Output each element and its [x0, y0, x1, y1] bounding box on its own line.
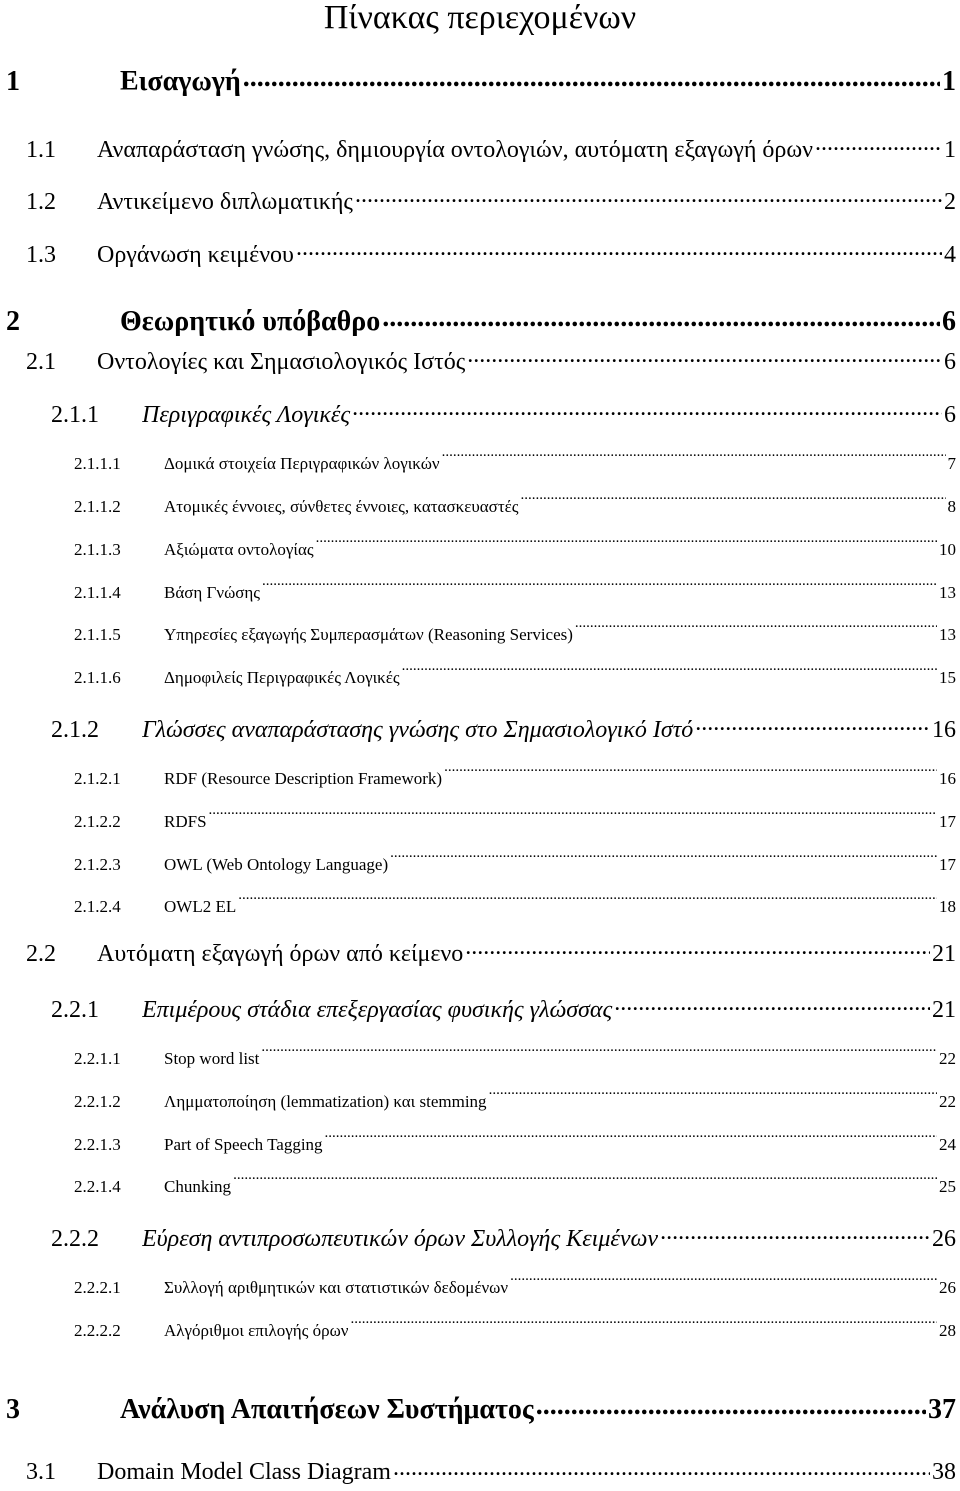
toc-entry-page: 6 [944, 401, 956, 428]
dot-leader [521, 487, 946, 504]
toc-entry-number: 2.2.1.3 [74, 1135, 121, 1154]
toc-entry-number: 2.2.2.1 [74, 1278, 121, 1297]
dot-leader [325, 1125, 937, 1142]
toc-entry-title: Βάση Γνώσης [164, 583, 261, 602]
toc-entry[interactable] [0, 845, 960, 885]
toc-entry-title: Αντικείμενο διπλωματικής [97, 188, 353, 215]
dot-leader [233, 1167, 937, 1184]
toc-entry-number: 1.3 [26, 241, 56, 268]
toc-entry-title: Domain Model Class Diagram [97, 1458, 391, 1485]
toc-entry-number: 2.2 [26, 940, 56, 967]
toc-entry-number: 2.1.2.2 [74, 812, 121, 831]
toc-entry-page: 17 [939, 855, 956, 874]
toc-entry-number: 1.1 [26, 136, 56, 163]
toc-entry-number: 2.1.2 [51, 716, 99, 743]
dot-leader [510, 1268, 937, 1285]
toc-entry-number: 2 [6, 306, 20, 337]
toc-entry-title: Οντολογίες και Σημασιολογικός Ιστός [97, 348, 466, 375]
dot-leader [316, 530, 937, 547]
toc-entry-number: 1 [6, 66, 20, 97]
toc-entry-page: 21 [932, 940, 956, 967]
toc-entry[interactable] [0, 1455, 960, 1489]
dot-leader [238, 887, 937, 904]
toc-entry-title: Συλλογή αριθμητικών και στατιστικών δεδομένων [164, 1278, 509, 1297]
toc-entry-number: 2.1 [26, 348, 56, 375]
toc-entry-page: 26 [939, 1278, 956, 1297]
toc-entry-page: 1 [944, 136, 956, 163]
dot-leader [296, 235, 942, 262]
toc-entry-page: 6 [942, 306, 956, 337]
toc-entry-page: 7 [947, 454, 956, 473]
toc-entry-number: 2.1.2.1 [74, 769, 121, 788]
toc-entry[interactable] [0, 1039, 960, 1079]
dot-leader [261, 1039, 937, 1056]
toc-entry[interactable] [0, 395, 960, 435]
toc-entry-page: 18 [939, 897, 956, 916]
toc-entry-number: 2.1.1 [51, 401, 99, 428]
toc-entry-title: Αξιώματα οντολογίας [164, 540, 314, 559]
toc-entry-page: 37 [928, 1394, 956, 1425]
toc-entry-page: 22 [939, 1092, 956, 1111]
toc-entry[interactable] [0, 302, 960, 342]
toc-entry-title: Ανάλυση Απαιτήσεων Συστήματος [120, 1394, 534, 1425]
toc-title: Πίνακας περιεχομένων [323, 0, 637, 36]
toc-entry[interactable] [0, 235, 960, 275]
toc-entry-title: Ατομικές έννοιες, σύνθετες έννοιες, κατασκευαστές [164, 497, 519, 516]
toc-entry-number: 3.1 [26, 1458, 56, 1485]
toc-entry-number: 2.1.1.2 [74, 497, 121, 516]
toc-entry[interactable] [0, 1311, 960, 1351]
toc-entry-page: 1 [942, 66, 956, 97]
toc-entry[interactable] [0, 530, 960, 570]
toc-entry-title: Part of Speech Tagging [164, 1135, 323, 1154]
dot-leader [355, 182, 942, 209]
toc-entry-title: Chunking [164, 1177, 232, 1196]
toc-entry-title: Επιμέρους στάδια επεξεργασίας φυσικής γλώσσας [142, 996, 613, 1023]
dot-leader [660, 1219, 930, 1246]
toc-entry-number: 2.1.2.3 [74, 855, 121, 874]
toc-entry-number: 2.2.1 [51, 996, 99, 1023]
dot-leader [243, 62, 940, 94]
toc-entry[interactable] [0, 1082, 960, 1122]
toc-entry-number: 2.1.1.5 [74, 625, 121, 644]
toc-entry[interactable] [0, 710, 960, 750]
toc-entry[interactable] [0, 1268, 960, 1308]
toc-entry-number: 2.1.2.4 [74, 897, 121, 916]
toc-entry[interactable] [0, 802, 960, 842]
toc-entry[interactable] [0, 1125, 960, 1165]
dot-leader [614, 990, 930, 1017]
toc-entry-title: Εισαγωγή [120, 66, 241, 97]
toc-entry-page: 16 [939, 769, 956, 788]
toc-entry[interactable] [0, 573, 960, 613]
toc-entry-page: 26 [932, 1225, 956, 1252]
toc-entry[interactable] [0, 887, 960, 927]
toc-entry-number: 2.1.1.4 [74, 583, 121, 602]
toc-entry-page: 6 [944, 348, 956, 375]
toc-entry-title: OWL2 EL [164, 897, 237, 916]
toc-entry-page: 10 [939, 540, 956, 559]
toc-entry[interactable] [0, 759, 960, 799]
toc-entry[interactable] [0, 62, 960, 102]
toc-entry-title: Δομικά στοιχεία Περιγραφικών λογικών [164, 454, 440, 473]
toc-entry-title: Stop word list [164, 1049, 260, 1068]
toc-entry-number: 1.2 [26, 188, 56, 215]
toc-entry-page: 38 [932, 1458, 956, 1485]
toc-entry-page: 17 [939, 812, 956, 831]
dot-leader [382, 302, 940, 334]
dot-leader [444, 759, 937, 776]
toc-entry-page: 15 [939, 668, 956, 687]
dot-leader [536, 1390, 926, 1422]
toc-entry[interactable] [0, 487, 960, 527]
toc-entry-page: 16 [932, 716, 956, 743]
toc-entry-page: 28 [939, 1321, 956, 1340]
dot-leader [390, 845, 937, 862]
toc-entry[interactable] [0, 182, 960, 222]
toc-entry-number: 2.2.2.2 [74, 1321, 121, 1340]
toc-entry-page: 4 [944, 241, 956, 268]
toc-entry-title: Θεωρητικό υπόβαθρο [120, 306, 381, 337]
toc-entry[interactable] [0, 1219, 960, 1259]
toc-entry-title: Αναπαράσταση γνώσης, δημιουργία οντολογιών, αυτόματη εξαγωγή όρων [97, 136, 814, 163]
dot-leader [815, 130, 942, 157]
toc-entry-title: RDFS [164, 812, 207, 831]
toc-entry-number: 2.2.1.4 [74, 1177, 121, 1196]
toc-entry-title: Λημματοποίηση (lemmatization) και stemming [164, 1092, 487, 1111]
toc-entry-title: Αυτόματη εξαγωγή όρων από κείμενο [97, 940, 464, 967]
dot-leader [262, 573, 937, 590]
toc-entry[interactable] [0, 658, 960, 698]
dot-leader [393, 1455, 930, 1482]
dot-leader [350, 1311, 937, 1328]
toc-entry-page: 24 [939, 1135, 956, 1154]
toc-entry[interactable] [0, 342, 960, 382]
toc-entry-title: Γλώσσες αναπαράστασης γνώσης στο Σημασιολογικό Ιστό [142, 716, 694, 743]
toc-entry-page: 13 [939, 583, 956, 602]
dot-leader [402, 658, 937, 675]
toc-entry-page: 2 [944, 188, 956, 215]
toc-entry-number: 2.2.1.1 [74, 1049, 121, 1068]
toc-entry[interactable] [0, 444, 960, 484]
toc-entry-number: 3 [6, 1394, 20, 1425]
toc-entry[interactable] [0, 1390, 960, 1430]
toc-entry[interactable] [0, 934, 960, 974]
toc-entry[interactable] [0, 990, 960, 1030]
toc-entry-title: Υπηρεσίες εξαγωγής Συμπερασμάτων (Reasoning Services) [164, 625, 573, 644]
dot-leader [489, 1082, 937, 1099]
toc-entry-number: 2.1.1.6 [74, 668, 121, 687]
toc-entry[interactable] [0, 1167, 960, 1207]
dot-leader [352, 395, 942, 422]
toc-entry-title: Περιγραφικές Λογικές [142, 401, 351, 428]
toc-entry-title: Αλγόριθμοι επιλογής όρων [164, 1321, 349, 1340]
toc-entry-number: 2.2.1.2 [74, 1092, 121, 1111]
toc-entry-title: OWL (Web Ontology Language) [164, 855, 389, 874]
dot-leader [575, 615, 937, 632]
toc-entry-page: 25 [939, 1177, 956, 1196]
toc-entry[interactable] [0, 615, 960, 655]
dot-leader [209, 802, 937, 819]
toc-entry-page: 8 [947, 497, 956, 516]
dot-leader [465, 934, 930, 961]
dot-leader [467, 342, 942, 369]
toc-entry-title: RDF (Resource Description Framework) [164, 769, 443, 788]
toc-entry-number: 2.1.1.3 [74, 540, 121, 559]
toc-entry-page: 21 [932, 996, 956, 1023]
toc-entry-number: 2.2.2 [51, 1225, 99, 1252]
toc-entry-title: Εύρεση αντιπροσωπευτικών όρων Συλλογής Κειμένων [142, 1225, 659, 1252]
toc-entry-title: Δημοφιλείς Περιγραφικές Λογικές [164, 668, 400, 687]
toc-entry[interactable] [0, 130, 960, 170]
toc-entry-title: Οργάνωση κειμένου [97, 241, 294, 268]
toc-entry-page: 22 [939, 1049, 956, 1068]
dot-leader [442, 444, 946, 461]
toc-entry-page: 13 [939, 625, 956, 644]
toc-entry-number: 2.1.1.1 [74, 454, 121, 473]
dot-leader [695, 710, 930, 737]
